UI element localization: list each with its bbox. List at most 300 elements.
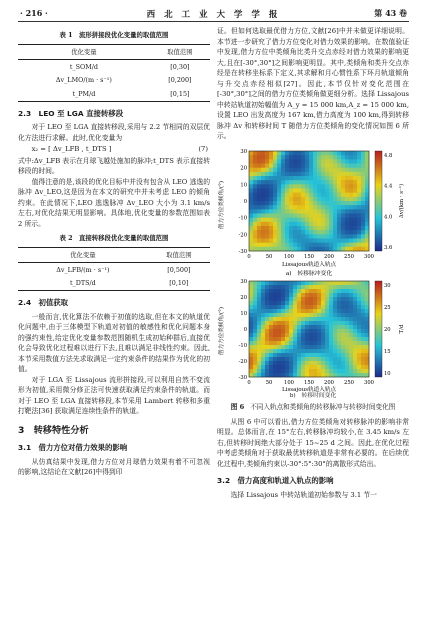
heatmap-cell <box>273 305 277 309</box>
heatmap-cell <box>313 246 317 250</box>
heatmap-cell <box>365 155 369 159</box>
heatmap-cell <box>325 205 329 209</box>
heatmap-cell <box>313 159 317 163</box>
heatmap-cell <box>365 196 369 200</box>
heatmap-cell <box>285 325 289 329</box>
heatmap-cell <box>305 353 309 357</box>
heatmap-cell <box>277 188 281 192</box>
heatmap-cell <box>301 365 305 369</box>
heatmap-cell <box>289 293 293 297</box>
heatmap-cell <box>313 281 317 285</box>
heatmap-cell <box>249 297 253 301</box>
heatmap-cell <box>337 171 341 175</box>
heatmap-cell <box>321 234 325 238</box>
heatmap-cell <box>325 325 329 329</box>
heatmap-cell <box>253 192 257 196</box>
ytick-label: -20 <box>238 231 247 238</box>
heatmap-cell <box>365 293 369 297</box>
heatmap-cell <box>285 353 289 357</box>
heatmap-cell <box>321 333 325 337</box>
heatmap-cell <box>329 349 333 353</box>
heatmap-cell <box>277 337 281 341</box>
heatmap-cell <box>249 226 253 230</box>
heatmap-cell <box>297 293 301 297</box>
heatmap-cell <box>261 329 265 333</box>
heatmap-cell <box>261 226 265 230</box>
paragraph: 式中:Δv_LFB 表示在月球飞越处施加的脉冲;t_DTS 表示直接转移段的时间。 <box>18 156 210 175</box>
heatmap-cell <box>341 289 345 293</box>
heatmap-cell <box>309 345 313 349</box>
heatmap-cell <box>253 163 257 167</box>
heatmap-cell <box>257 301 261 305</box>
heatmap-cell <box>297 361 301 365</box>
heatmap-cell <box>285 180 289 184</box>
heatmap-cell <box>297 159 301 163</box>
heatmap-cell <box>313 329 317 333</box>
heatmap-cell <box>285 333 289 337</box>
section-3-title: 3 转移特性分析 <box>18 424 89 436</box>
heatmap-cell <box>313 176 317 180</box>
heatmap-cell <box>281 337 285 341</box>
heatmap-cell <box>317 329 321 333</box>
heatmap-cell <box>269 349 273 353</box>
colorbar-b-label: T/d <box>399 323 405 334</box>
heatmap-cell <box>365 213 369 217</box>
heatmap-cell <box>265 325 269 329</box>
heatmap-cell <box>289 242 293 246</box>
heatmap-cell <box>341 349 345 353</box>
heatmap-cell <box>337 176 341 180</box>
heatmap-cell <box>293 325 297 329</box>
heatmap-cell <box>329 226 333 230</box>
table1-head-range: 取值范围 <box>150 44 210 60</box>
heatmap-cell <box>269 171 273 175</box>
heatmap-cell <box>353 365 357 369</box>
heatmap-cell <box>253 171 257 175</box>
xtick-label: 200 <box>324 253 334 260</box>
heatmap-cell <box>341 301 345 305</box>
heatmap-cell <box>281 341 285 345</box>
heatmap-cell <box>353 321 357 325</box>
heatmap-cell <box>253 180 257 184</box>
heatmap-cell <box>321 353 325 357</box>
heatmap-cell <box>345 345 349 349</box>
heatmap-cell <box>317 155 321 159</box>
heatmap-cell <box>305 155 309 159</box>
heatmap-cell <box>257 341 261 345</box>
heatmap-cell <box>357 333 361 337</box>
heatmap-cell <box>329 238 333 242</box>
heatmap-cell <box>297 309 301 313</box>
heatmap-cell <box>365 289 369 293</box>
heatmap-cell <box>297 242 301 246</box>
heatmap-cell <box>293 281 297 285</box>
heatmap-cell <box>321 289 325 293</box>
heatmap-cell <box>277 329 281 333</box>
heatmap-cell <box>313 369 317 373</box>
heatmap-cell <box>337 341 341 345</box>
heatmap-cell <box>297 176 301 180</box>
heatmap-cell <box>341 180 345 184</box>
table1-cell: [0,15] <box>150 87 210 101</box>
heatmap-cell <box>361 325 365 329</box>
heatmap-cell <box>325 246 329 250</box>
heatmap-cell <box>281 192 285 196</box>
heatmap-cell <box>333 184 337 188</box>
heatmap-cell <box>301 196 305 200</box>
heatmap-cell <box>249 309 253 313</box>
heatmap-cell <box>329 337 333 341</box>
heatmap-cell <box>361 238 365 242</box>
heatmap-cell <box>249 213 253 217</box>
heatmap-cell <box>333 209 337 213</box>
heatmap-cell <box>313 221 317 225</box>
heatmap-cell <box>293 238 297 242</box>
heatmap-cell <box>325 217 329 221</box>
heatmap-cell <box>365 361 369 365</box>
heatmap-cell <box>289 313 293 317</box>
heatmap-cell <box>309 361 313 365</box>
heatmap-cell <box>361 159 365 163</box>
heatmap-cell <box>357 289 361 293</box>
heatmap-cell <box>365 337 369 341</box>
heatmap-cell <box>353 285 357 289</box>
heatmap-cell <box>253 373 257 377</box>
heatmap-cell <box>297 205 301 209</box>
heatmap-cell <box>305 163 309 167</box>
heatmap-cell <box>345 217 349 221</box>
heatmap-cell <box>257 209 261 213</box>
heatmap-cell <box>333 226 337 230</box>
heatmap-cell <box>357 184 361 188</box>
heatmap-cell <box>341 333 345 337</box>
heatmap-cell <box>361 369 365 373</box>
heatmap-cell <box>357 221 361 225</box>
heatmap-cell <box>253 159 257 163</box>
heatmap-cell <box>297 301 301 305</box>
ytick-label: 0 <box>243 326 247 333</box>
figure-6-caption <box>217 403 409 413</box>
heatmap-cell <box>293 321 297 325</box>
heatmap-cell <box>285 293 289 297</box>
heatmap-cell <box>281 217 285 221</box>
heatmap-cell <box>345 337 349 341</box>
heatmap-cell <box>333 293 337 297</box>
heatmap-cell <box>277 155 281 159</box>
heatmap-cell <box>349 171 353 175</box>
heatmap-cell <box>281 188 285 192</box>
heatmap-cell <box>317 369 321 373</box>
heatmap-cell <box>305 333 309 337</box>
heatmap-cell <box>269 238 273 242</box>
heatmap-cell <box>297 305 301 309</box>
heatmap-cell <box>329 184 333 188</box>
heatmap-cell <box>349 329 353 333</box>
heatmap-cell <box>309 337 313 341</box>
heatmap-cell <box>329 167 333 171</box>
heatmap-cell <box>337 281 341 285</box>
heatmap-cell <box>277 301 281 305</box>
heatmap-cell <box>349 209 353 213</box>
left-column <box>18 26 210 478</box>
heatmap-cell <box>317 205 321 209</box>
heatmap-cell <box>321 361 325 365</box>
heatmap-cell <box>305 341 309 345</box>
heatmap-cell <box>285 285 289 289</box>
heatmap-cell <box>333 369 337 373</box>
heatmap-cell <box>249 246 253 250</box>
heatmap-cell <box>277 176 281 180</box>
heatmap-cell <box>329 163 333 167</box>
heatmap-cell <box>269 321 273 325</box>
heatmap-cell <box>293 246 297 250</box>
heatmap-cell <box>261 349 265 353</box>
heatmap-cell <box>329 321 333 325</box>
heatmap-cell <box>269 285 273 289</box>
heatmap-cell <box>349 305 353 309</box>
heatmap-cell <box>337 159 341 163</box>
heatmap-cell <box>309 217 313 221</box>
heatmap-cell <box>313 345 317 349</box>
heatmap-cell <box>325 188 329 192</box>
heatmap-cell <box>293 167 297 171</box>
heatmap-cell <box>293 230 297 234</box>
heatmap-cell <box>253 349 257 353</box>
heatmap-cell <box>273 226 277 230</box>
heatmap-cell <box>329 205 333 209</box>
heatmap-cell <box>261 285 265 289</box>
heatmap-cell <box>277 171 281 175</box>
heatmap-cell <box>349 188 353 192</box>
heatmap-cell <box>305 246 309 250</box>
heatmap-cell <box>269 151 273 155</box>
heatmap-cell <box>285 289 289 293</box>
heatmap-cell <box>301 301 305 305</box>
heatmap-cell <box>361 226 365 230</box>
heatmap-cell <box>277 205 281 209</box>
heatmap-cell <box>265 373 269 377</box>
heatmap-cell <box>325 242 329 246</box>
heatmap-cell <box>365 317 369 321</box>
heatmap-cell <box>249 217 253 221</box>
heatmap-cell <box>301 353 305 357</box>
heatmap-cell <box>293 171 297 175</box>
heatmap-cell <box>277 333 281 337</box>
heatmap-cell <box>341 317 345 321</box>
heatmap-cell <box>321 205 325 209</box>
table-row <box>18 277 210 291</box>
heatmap-cell <box>289 297 293 301</box>
heatmap-cell <box>257 217 261 221</box>
heatmap-cell <box>261 217 265 221</box>
heatmap-cell <box>305 365 309 369</box>
heatmap-cell <box>297 341 301 345</box>
heatmap-cell <box>285 301 289 305</box>
heatmap-cell <box>341 309 345 313</box>
heatmap-cell <box>361 230 365 234</box>
heatmap-cell <box>313 188 317 192</box>
table1-cell: t_PM/d <box>18 87 150 101</box>
heatmap-cell <box>269 205 273 209</box>
heatmap-cell <box>261 369 265 373</box>
heatmap-cell <box>289 155 293 159</box>
heatmap-cell <box>341 353 345 357</box>
heatmap-cell <box>281 221 285 225</box>
heatmap-cell <box>249 337 253 341</box>
heatmap-cell <box>265 155 269 159</box>
heatmap-cell <box>265 242 269 246</box>
heatmap-cell <box>249 238 253 242</box>
equation-7 <box>18 143 210 156</box>
heatmap-cell <box>313 205 317 209</box>
heatmap-cell <box>277 305 281 309</box>
heatmap-cell <box>253 285 257 289</box>
heatmap-cell <box>277 309 281 313</box>
heatmap-cell <box>365 246 369 250</box>
heatmap-cell <box>249 353 253 357</box>
heatmap-cell <box>277 221 281 225</box>
heatmap-cell <box>261 345 265 349</box>
heatmap-cell <box>265 345 269 349</box>
heatmap-cell <box>349 349 353 353</box>
heatmap-cell <box>329 301 333 305</box>
heatmap-cell <box>321 221 325 225</box>
heatmap-cell <box>321 325 325 329</box>
heatmap-cell <box>257 317 261 321</box>
heatmap-cell <box>325 238 329 242</box>
heatmap-cell <box>321 230 325 234</box>
heatmap-cell <box>273 281 277 285</box>
heatmap-cell <box>273 234 277 238</box>
heatmap-cell <box>365 230 369 234</box>
heatmap-cell <box>273 167 277 171</box>
heatmap-cell <box>281 349 285 353</box>
heatmap-cell <box>293 313 297 317</box>
heatmap-cell <box>257 167 261 171</box>
heatmap-cell <box>313 209 317 213</box>
heatmap-cell <box>261 333 265 337</box>
heatmap-cell <box>277 325 281 329</box>
paragraph: 从图 6 中可以看出,借力方位类倾角对转移脉冲的影响非常明显。总体而言,在 15°左右,转移脉冲均较小,在 3.45 km/s 左右,但转移时间绝大部分处于 15~25 d 之间。因此,在优化过程中考虑类倾角对于获取最优转移轨道是非常有必要的。在后续优化过程中,类倾角约束以-30°:5°:30°的离散形式给出。 <box>217 417 409 468</box>
heatmap-cell <box>341 226 345 230</box>
heatmap-cell <box>305 309 309 313</box>
heatmap-cell <box>325 213 329 217</box>
heatmap-cell <box>293 196 297 200</box>
heatmap-cell <box>309 353 313 357</box>
heatmap-cell <box>309 321 313 325</box>
heatmap-cell <box>349 333 353 337</box>
heatmap-cell <box>365 301 369 305</box>
heatmap-cell <box>277 209 281 213</box>
heatmap-cell <box>365 349 369 353</box>
heatmap-cell <box>265 230 269 234</box>
table1 <box>18 44 210 102</box>
heatmap-cell <box>313 196 317 200</box>
heatmap-cell <box>293 242 297 246</box>
heatmap-cell <box>305 317 309 321</box>
heatmap-cell <box>313 353 317 357</box>
heatmap-cell <box>273 163 277 167</box>
heatmap-cell <box>257 213 261 217</box>
heatmap-cell <box>333 192 337 196</box>
heatmap-cell <box>265 188 269 192</box>
heatmap-cell <box>325 317 329 321</box>
heatmap-cell <box>341 217 345 221</box>
heatmap-cell <box>333 345 337 349</box>
heatmap-cell <box>273 180 277 184</box>
heatmap-cell <box>285 309 289 313</box>
heatmap-cell <box>301 226 305 230</box>
table2-title: 表 2 直接转移段优化变量的取值范围 <box>59 234 169 242</box>
heatmap-cell <box>277 213 281 217</box>
heatmap-cell <box>317 246 321 250</box>
heatmap-cell <box>333 373 337 377</box>
heatmap-cell <box>341 242 345 246</box>
heatmap-cell <box>365 188 369 192</box>
heatmap-cell <box>321 337 325 341</box>
heatmap-cell <box>325 313 329 317</box>
heatmap-cell <box>305 345 309 349</box>
heatmap-cell <box>325 293 329 297</box>
colorbar-tick-label: 10 <box>384 370 391 377</box>
heatmap-cell <box>321 329 325 333</box>
heatmap-cell <box>265 293 269 297</box>
heatmap-cell <box>341 159 345 163</box>
heatmap-cell <box>297 217 301 221</box>
heatmap-cell <box>249 317 253 321</box>
heatmap-cell <box>257 192 261 196</box>
heatmap-cell <box>349 353 353 357</box>
heatmap-cell <box>353 155 357 159</box>
heatmap-cell <box>273 176 277 180</box>
heatmap-cell <box>353 345 357 349</box>
heatmap-cell <box>305 184 309 188</box>
heatmap-cell <box>277 234 281 238</box>
heatmap-cell <box>361 373 365 377</box>
heatmap-cell <box>261 305 265 309</box>
equation-body: x₂ = [ Δv_LFB , t_DTS ] <box>31 145 112 153</box>
heatmap-cell <box>249 184 253 188</box>
heatmap-cell <box>265 349 269 353</box>
heatmap-cell <box>357 285 361 289</box>
heatmap-cell <box>289 301 293 305</box>
heatmap-cell <box>333 325 337 329</box>
heatmap-cell <box>317 213 321 217</box>
heatmap-cell <box>257 238 261 242</box>
heatmap-cell <box>365 345 369 349</box>
heatmap-cell <box>277 159 281 163</box>
heatmap-cell <box>305 369 309 373</box>
heatmap-cell <box>269 213 273 217</box>
figure-caption-text: 不同入轨点和类倾角的转移脉冲与转移时间变化图 <box>250 403 396 411</box>
heatmap-cell <box>309 213 313 217</box>
heatmap-cell <box>313 155 317 159</box>
heatmap-cell <box>289 226 293 230</box>
heatmap-cell <box>361 201 365 205</box>
heatmap-cell <box>285 192 289 196</box>
heatmap-cell <box>273 325 277 329</box>
heatmap-cell <box>301 325 305 329</box>
heatmap-cell <box>249 159 253 163</box>
heatmap-cell <box>365 313 369 317</box>
heatmap-cell <box>289 234 293 238</box>
heatmap-cell <box>277 365 281 369</box>
heatmap-cell <box>285 167 289 171</box>
heatmap-cell <box>261 301 265 305</box>
heatmap-cell <box>269 234 273 238</box>
heatmap-cell <box>325 301 329 305</box>
heatmap-cell <box>301 176 305 180</box>
